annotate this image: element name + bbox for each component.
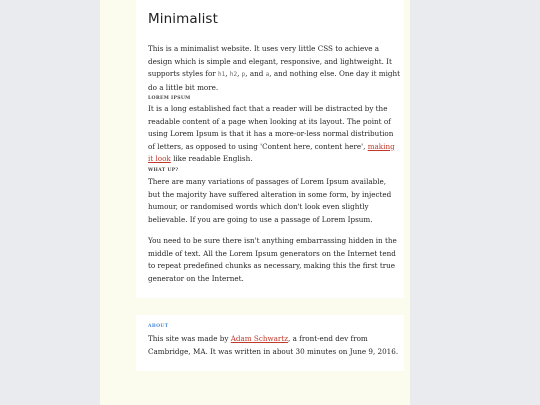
author-link[interactable]: Adam Schwartz [230,334,289,343]
code-a: a [265,71,270,79]
lorem-heading: LOREM IPSUM [148,96,191,101]
about-heading: ABOUT [148,324,169,329]
whatup-paragraph-1: There are many variations of passages of Lorem Ipsum available, but the majority have suffered alteration in some form, by injected humour, or randomised words which don't look even slightly believable. If you are going to use a passage of Lorem Ipsum. [148,177,392,224]
code-h1: h1 [218,71,226,79]
code-h2: h2 [229,71,238,79]
intro-paragraph: This is a minimalist website. It uses very little CSS to achieve a design which is simple and elegant, responsive, and lightweight. It supports styles for h1, h2, p, and a, and nothing else. One day it might do a little bit more. [148,44,400,92]
whatup-paragraph-2: You need to be sure there isn't anything embarrassing hidden in the middle of text. All the Lorem Ipsum generators on the Internet tend to repeat predefined chunks as necessary, making this the first true generator on the Internet. [148,236,397,283]
making-it-look-link[interactable]: making it look [148,141,395,164]
whatup-heading: WHAT UP? [148,168,179,173]
code-p: p [241,71,246,79]
lorem-paragraph: It is a long established fact that a reader will be distracted by the readable content of a page when looking at its layout. The point of using Lorem Ipsum is that it has a more-or-less normal distribution of letters, as opposed to using 'Content here, content here', making it look like readable English. [148,104,395,164]
about-paragraph: This site was made by Adam Schwartz, a front-end dev from Cambridge, MA. It was written in about 30 minutes on June 9, 2016. [148,334,399,356]
page-title: Minimalist [148,11,218,27]
